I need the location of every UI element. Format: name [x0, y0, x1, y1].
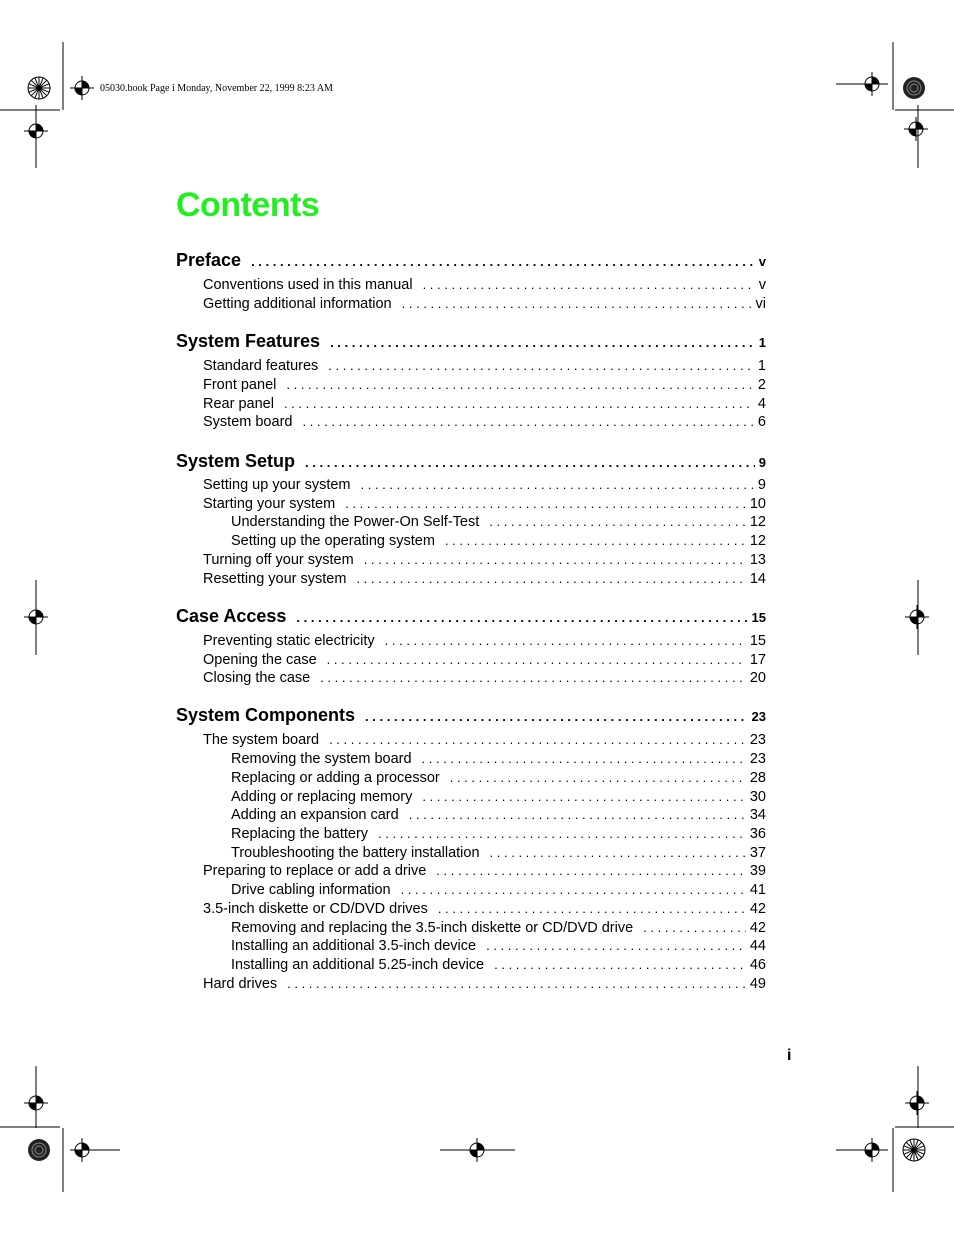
toc-entry-title: Removing the system board [231, 751, 412, 767]
toc-entry-title: Turning off your system [203, 552, 354, 568]
toc-page-number: v [758, 254, 766, 269]
toc-entry-title: System board [203, 414, 293, 430]
toc-page-number: 9 [758, 455, 766, 470]
toc-page-number: 14 [749, 571, 766, 587]
toc-page-number: 13 [749, 552, 766, 568]
toc-entry-title: The system board [203, 732, 320, 748]
toc-entry-title: System Features [176, 331, 321, 351]
toc-entry-title: Rear panel [203, 396, 274, 412]
toc-page-number: 2 [757, 377, 766, 393]
toc-page-number: 15 [749, 633, 766, 649]
toc-entry-title: Setting up your system [203, 477, 351, 493]
toc-page-number: 44 [749, 938, 766, 954]
toc-page-number: 20 [749, 670, 766, 686]
toc-entry-title: Adding or replacing memory [231, 789, 413, 805]
toc-page-number: vi [755, 296, 766, 312]
toc-entry-title: Front panel [203, 377, 277, 393]
toc-page-number: 17 [749, 652, 766, 668]
toc-page-number: 34 [749, 807, 766, 823]
toc-page-number: 12 [749, 514, 766, 530]
toc-entry-title: Understanding the Power-On Self-Test [231, 514, 480, 530]
toc-entry-title: Preventing static electricity [203, 633, 375, 649]
toc-entry-title: Troubleshooting the battery installation [231, 845, 480, 861]
toc-entry-title: Setting up the operating system [231, 533, 435, 549]
toc-page-number: 49 [749, 976, 766, 992]
toc-page-number: 1 [757, 358, 766, 374]
toc-page-number: 46 [749, 957, 766, 973]
toc-entry-title: Drive cabling information [231, 882, 391, 898]
toc-entry-title: Preparing to replace or add a drive [203, 863, 427, 879]
toc-entry-title: System Components [176, 705, 356, 725]
toc-page-number: 10 [749, 496, 766, 512]
toc-entry-title: Hard drives [203, 976, 278, 992]
toc-page-number: 28 [749, 770, 766, 786]
toc-entry-title: Installing an additional 3.5-inch device [231, 938, 477, 954]
toc-entry-title: Resetting your system [203, 571, 347, 587]
page-number: i [787, 1047, 792, 1064]
toc-page-number: 42 [749, 901, 766, 917]
toc-entry-title: System Setup [176, 451, 296, 471]
toc-page-number: 23 [749, 732, 766, 748]
toc-page-number: 36 [749, 826, 766, 842]
toc-page-number: 1 [758, 335, 766, 350]
print-header: 05030.book Page i Monday, November 22, 1999 8:23 AM [100, 83, 333, 94]
toc-entry-title: Preface [176, 250, 242, 270]
toc-page-number: v [758, 277, 766, 293]
toc-page-number: 12 [749, 533, 766, 549]
toc-entry-title: Standard features [203, 358, 319, 374]
toc-entry-title: Adding an expansion card [231, 807, 399, 823]
page-title: Contents [176, 186, 320, 224]
toc-entry-title: Replacing or adding a processor [231, 770, 440, 786]
toc-entry-title: Replacing the battery [231, 826, 369, 842]
toc-page-number: 39 [749, 863, 766, 879]
toc-page-number: 30 [749, 789, 766, 805]
toc-entry-title: Conventions used in this manual [203, 277, 413, 293]
toc-entry-title: 3.5-inch diskette or CD/DVD drives [203, 901, 428, 917]
toc-page-number: 23 [749, 751, 766, 767]
toc-entry-title: Removing and replacing the 3.5-inch diskette or CD/DVD drive [231, 920, 634, 936]
toc-entry-title: Closing the case [203, 670, 311, 686]
toc-entry-title: Starting your system [203, 496, 336, 512]
toc-page-number: 15 [751, 610, 766, 625]
toc-entry-title: Case Access [176, 606, 287, 626]
toc-page-number: 37 [749, 845, 766, 861]
toc-page-number: 42 [749, 920, 766, 936]
toc-page-number: 9 [757, 477, 766, 493]
toc-page-number: 4 [757, 396, 766, 412]
toc-page-number: 41 [749, 882, 766, 898]
toc-entry-title: Opening the case [203, 652, 317, 668]
toc-entry-title: Getting additional information [203, 296, 392, 312]
toc-page-number: 23 [751, 709, 766, 724]
toc-entry-title: Installing an additional 5.25-inch device [231, 957, 485, 973]
toc-page-number: 6 [757, 414, 766, 430]
